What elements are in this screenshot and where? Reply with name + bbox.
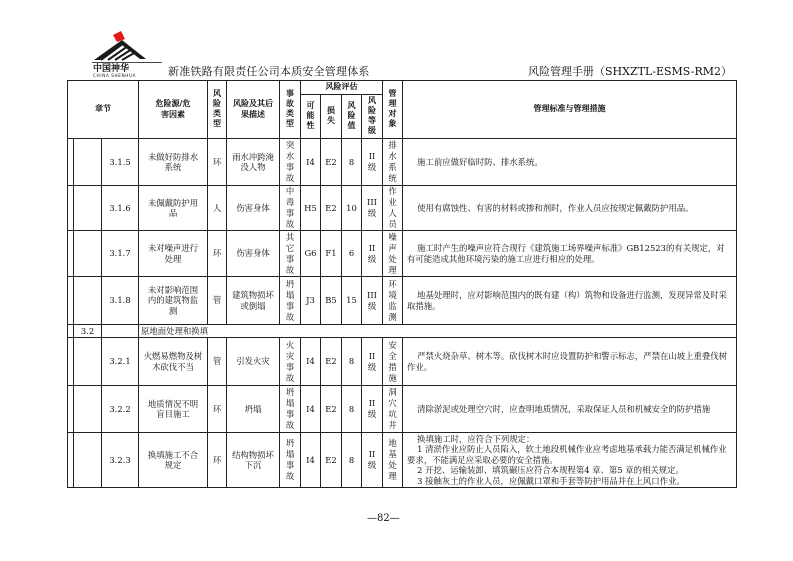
row-hazard: 未做好防排水系统 (139, 139, 208, 186)
row-id: 3.2.2 (102, 386, 139, 433)
header-risk-consequence: 风险及其后果描述 (227, 81, 280, 139)
row-risk-type: 环 (208, 386, 227, 433)
row-risk-level: II级 (362, 231, 383, 277)
logo-mountain-icon (88, 28, 166, 78)
table-row (68, 139, 737, 186)
row-accident-type: 火灾事故 (280, 338, 301, 386)
row-risk-type: 人 (208, 186, 227, 231)
row-id: 3.1.5 (102, 139, 139, 186)
row-id: 3.2.1 (102, 338, 139, 386)
row-hazard: 未对噪声进行处理 (139, 231, 208, 277)
row-hazard: 未佩戴防护用品 (139, 186, 208, 231)
table-row (68, 231, 737, 277)
row-risk-value: 8 (342, 139, 362, 186)
header-management-object: 管理对象 (383, 81, 403, 139)
row-likelihood: I4 (301, 139, 321, 186)
row-loss: B5 (321, 277, 342, 325)
row-likelihood: G6 (301, 231, 321, 277)
section-title: 原地面处理和换填 (139, 325, 737, 338)
china-shenhua-logo (88, 28, 166, 78)
row-consequence: 建筑物损坏或倒塌 (227, 277, 280, 325)
manual-title: 风险管理手册（SHXZTL-ESMS-RM2） (528, 65, 732, 78)
row-risk-value: 8 (342, 433, 362, 488)
row-id: 3.2.3 (102, 433, 139, 488)
row-risk-value: 6 (342, 231, 362, 277)
row-measures: 施工前应做好临时防、排水系统。 (403, 139, 737, 186)
row-risk-value: 8 (342, 338, 362, 386)
section-row (68, 325, 737, 338)
row-risk-type: 管 (208, 277, 227, 325)
header-risk-level: 风险等级 (362, 95, 383, 139)
row-risk-level: II级 (362, 386, 383, 433)
svg-text:中国神华: 中国神华 (93, 64, 130, 74)
row-risk-type: 环 (208, 139, 227, 186)
header-risk-type: 风险类型 (208, 81, 227, 139)
row-management-object: 环境监测 (383, 277, 403, 325)
row-consequence: 伤害身体 (227, 231, 280, 277)
row-accident-type: 坍塌事故 (280, 277, 301, 325)
row-likelihood: I4 (301, 338, 321, 386)
row-measures: 使用有腐蚀性、有害的材料或掺和剂时，作业人员应按规定佩戴防护用品。 (403, 186, 737, 231)
row-consequence: 坍塌 (227, 386, 280, 433)
row-loss: F1 (321, 231, 342, 277)
row-loss: E2 (321, 186, 342, 231)
table-row (68, 277, 737, 325)
row-accident-type: 突水事故 (280, 139, 301, 186)
row-consequence: 伤害身体 (227, 186, 280, 231)
row-loss: E2 (321, 433, 342, 488)
row-loss: E2 (321, 386, 342, 433)
row-accident-type: 坍塌事故 (280, 386, 301, 433)
row-measures: 清除淤泥或处理空穴时，应查明地质情况，采取保证人员和机械安全的防护措施 (403, 386, 737, 433)
row-risk-level: II级 (362, 433, 383, 488)
row-hazard: 换填施工不合规定 (139, 433, 208, 488)
row-id: 3.1.8 (102, 277, 139, 325)
row-accident-type: 中毒事故 (280, 186, 301, 231)
row-accident-type: 坍塌事故 (280, 433, 301, 488)
row-risk-level: II级 (362, 139, 383, 186)
row-accident-type: 其它事故 (280, 231, 301, 277)
row-id: 3.1.6 (102, 186, 139, 231)
table-row (68, 433, 737, 488)
row-management-object: 地基处理 (383, 433, 403, 488)
header-measures: 管理标准与管理措施 (403, 81, 737, 139)
header-likelihood: 可能性 (301, 95, 321, 139)
row-management-object: 洞穴坑井 (383, 386, 403, 433)
row-measures: 严禁火烧杂草、树木等。砍伐树木时应设置防护和警示标志，严禁在山坡上重叠伐树作业。 (403, 338, 737, 386)
row-consequence: 雨水冲跨淹没人物 (227, 139, 280, 186)
header-chapter: 章节 (68, 81, 139, 139)
row-hazard: 地质情况不明盲目施工 (139, 386, 208, 433)
company-system-title: 新准铁路有限责任公司本质安全管理体系 (168, 65, 370, 78)
header-risk-assessment: 风险评估 (301, 81, 383, 95)
row-measures: 施工时产生的噪声应符合现行《建筑施工场界噪声标准》GB12523的有关规定，对有可能造成其他环境污染的施工应进行相应的处理。 (403, 231, 737, 277)
row-risk-type: 环 (208, 433, 227, 488)
header-risk-value: 风险值 (342, 95, 362, 139)
row-risk-level: III级 (362, 277, 383, 325)
row-management-object: 安全措施 (383, 338, 403, 386)
row-hazard: 火燃易燃物及树木砍伐不当 (139, 338, 208, 386)
table-row (68, 386, 737, 433)
row-management-object: 排水系统 (383, 139, 403, 186)
row-risk-level: II级 (362, 338, 383, 386)
risk-table (67, 80, 737, 488)
row-management-object: 噪声处理 (383, 231, 403, 277)
row-risk-type: 环 (208, 231, 227, 277)
row-likelihood: J3 (301, 277, 321, 325)
row-risk-level: III级 (362, 186, 383, 231)
row-likelihood: H5 (301, 186, 321, 231)
row-risk-type: 管 (208, 338, 227, 386)
row-risk-value: 10 (342, 186, 362, 231)
svg-text:CHINA SHENHUA: CHINA SHENHUA (93, 73, 137, 78)
row-likelihood: I4 (301, 386, 321, 433)
header-accident-type: 事故类型 (280, 81, 301, 139)
table-row (68, 186, 737, 231)
row-consequence: 结构物损坏下沉 (227, 433, 280, 488)
row-consequence: 引发火灾 (227, 338, 280, 386)
row-management-object: 作业人员 (383, 186, 403, 231)
row-loss: E2 (321, 338, 342, 386)
row-loss: E2 (321, 139, 342, 186)
row-likelihood: I4 (301, 433, 321, 488)
page-number: —82— (367, 513, 400, 524)
row-measures: 换填施工时，应符合下列规定： 1 清淤作业应防止人员陷入，软土地段机械作业应考虑地基承载力能否满足机械作业要求，不能满足应采取必要的安全措施。 2 开挖、运输装卸、填筑碾压应符合本规程第4 章、第5 章的相关规定。 3 接触灰土的作业人员，应佩戴口罩和手套等防护用品并在上风口作业。 (403, 433, 737, 488)
table-row (68, 338, 737, 386)
header-loss: 损失 (321, 95, 342, 139)
row-id: 3.1.7 (102, 231, 139, 277)
row-hazard: 未对影响范围内的建筑物监测 (139, 277, 208, 325)
row-risk-value: 15 (342, 277, 362, 325)
row-risk-value: 8 (342, 386, 362, 433)
header-hazard: 危险源/危害因素 (139, 81, 208, 139)
row-measures: 地基处理时，应对影响范围内的既有建（构）筑物和设备进行监测，发现异常及时采取措施。 (403, 277, 737, 325)
section-number: 3.2 (74, 325, 102, 338)
